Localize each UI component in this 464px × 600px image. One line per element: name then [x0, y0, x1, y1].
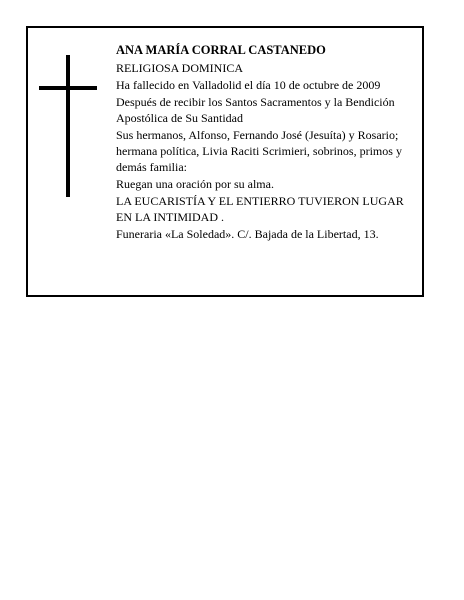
obituary-notice	[26, 26, 424, 297]
family-line: Sus hermanos, Alfonso, Fernando José (Jesuíta) y Rosario; hermana política, Livia Raciti Scrimieri, sobrinos, primos y demás familia:	[116, 128, 402, 174]
ceremony-line: LA EUCARISTÍA Y EL ENTIERRO TUVIERON LUGAR EN LA INTIMIDAD .	[116, 194, 404, 224]
religious-order: RELIGIOSA DOMINICA	[116, 61, 243, 75]
sacraments-line: Después de recibir los Santos Sacramentos y la Bendición Apostólica de Su Santidad	[116, 95, 395, 125]
prayer-request: Ruegan una oración por su alma.	[116, 177, 274, 191]
death-announcement: Ha fallecido en Valladolid el día 10 de octubre de 2009	[116, 78, 381, 92]
cross-icon-crossbar	[39, 86, 97, 90]
cross-icon	[66, 55, 70, 197]
deceased-name: ANA MARÍA CORRAL CASTANEDO	[116, 43, 326, 57]
notice-text	[116, 42, 421, 243]
funeral-home: Funeraria «La Soledad». C/. Bajada de la Libertad, 13.	[116, 227, 379, 241]
